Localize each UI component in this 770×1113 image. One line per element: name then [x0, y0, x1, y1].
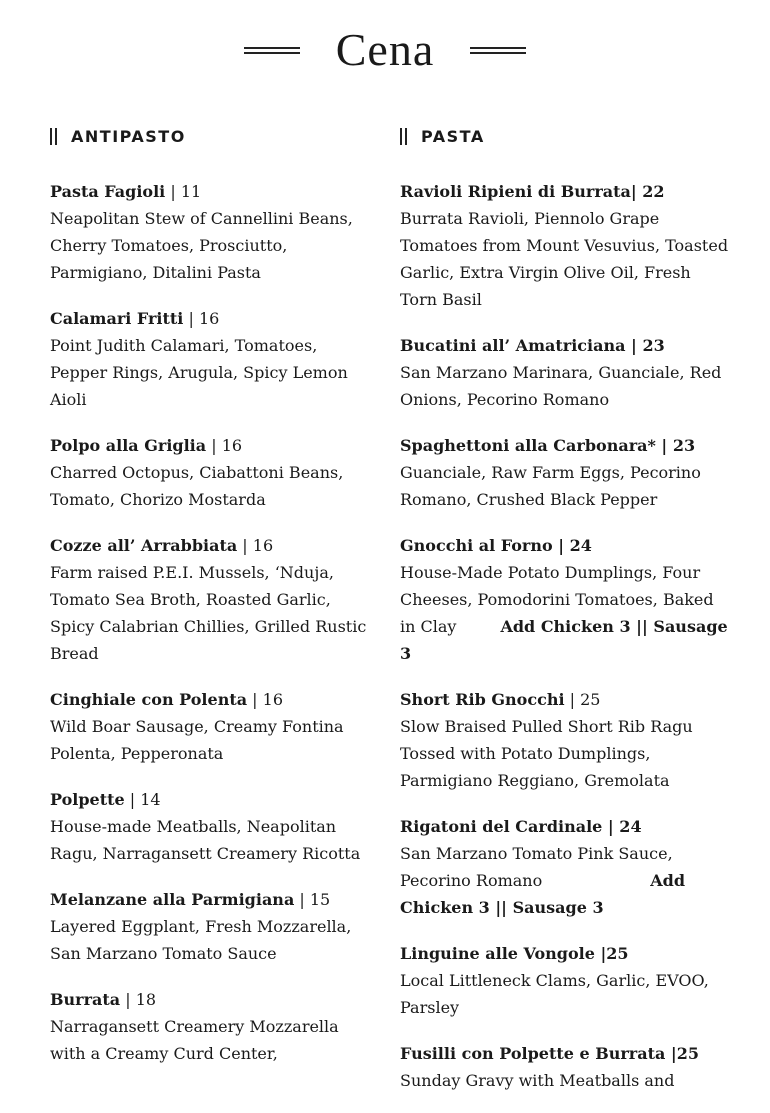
- item-name: Melanzane alla Parmigiana: [50, 890, 295, 909]
- item-description: Burrata Ravioli, Piennolo Grape Tomatoes from Mount Vesuvius, Toasted Garlic, Extra Virgin Olive Oil, Fresh Torn Basil: [400, 209, 729, 309]
- item-price: | 16: [206, 436, 243, 455]
- item-price: | 16: [183, 309, 220, 328]
- item-description-text: San Marzano Tomato Pink Sauce, Pecorino Romano: [400, 844, 673, 890]
- item-name: Ravioli Ripieni di Burrata| 22: [400, 182, 665, 201]
- item-name: Linguine alle Vongole |25: [400, 944, 629, 963]
- item-price: | 11: [165, 182, 202, 201]
- antipasto-column: [50, 124, 375, 1086]
- antipasto-heading: [50, 124, 375, 148]
- title-row: [0, 22, 770, 78]
- menu-item: [400, 332, 730, 413]
- item-addon: Add Chicken 3 || Sausage 3: [400, 871, 686, 917]
- item-description: Farm raised P.E.I. Mussels, ‘Nduja, Tomato Sea Broth, Roasted Garlic, Spicy Calabrian Chillies, Grilled Rustic Bread: [50, 563, 367, 663]
- item-price: | 18: [120, 990, 157, 1009]
- menu-item: [50, 305, 375, 413]
- menu-item: [50, 432, 375, 513]
- title-rule-right: [470, 47, 526, 54]
- item-price: | 16: [247, 690, 283, 709]
- pasta-column: [400, 124, 730, 1113]
- menu-item: [50, 178, 375, 286]
- item-name: Rigatoni del Cardinale | 24: [400, 817, 642, 836]
- section-title: PASTA: [421, 126, 485, 146]
- menu-item: [400, 1040, 730, 1094]
- menu-item: [50, 886, 375, 967]
- menu-item: [400, 686, 730, 794]
- item-name: Calamari Fritti: [50, 309, 184, 328]
- menu-item: [50, 986, 375, 1067]
- item-description: Narragansett Creamery Mozzarella with a Creamy Curd Center,: [50, 1017, 339, 1063]
- menu-item: [50, 686, 375, 767]
- item-name: Fusilli con Polpette e Burrata |25: [400, 1044, 700, 1063]
- menu-item: [50, 786, 375, 867]
- pasta-heading: [400, 124, 730, 148]
- page-title: Cena: [335, 24, 435, 75]
- menu-item: [400, 813, 730, 921]
- item-description: Charred Octopus, Ciabattoni Beans, Tomato, Chorizo Mostarda: [50, 463, 344, 509]
- item-name: Cozze all’ Arrabbiata: [50, 536, 238, 555]
- item-description: House-made Meatballs, Neapolitan Ragu, Narragansett Creamery Ricotta: [50, 817, 361, 863]
- item-name: Burrata: [50, 990, 121, 1009]
- menu-item: [400, 940, 730, 1021]
- item-description: Neapolitan Stew of Cannellini Beans, Cherry Tomatoes, Prosciutto, Parmigiano, Ditalini Pasta: [50, 209, 353, 282]
- item-name: Bucatini all’ Amatriciana | 23: [400, 336, 665, 355]
- item-description-text: House-Made Potato Dumplings, Four Cheeses, Pomodorini Tomatoes, Baked in Clay: [400, 563, 714, 636]
- item-description: Guanciale, Raw Farm Eggs, Pecorino Romano, Crushed Black Pepper: [400, 463, 701, 509]
- item-price: | 15: [294, 890, 331, 909]
- item-description: Local Littleneck Clams, Garlic, EVOO, Parsley: [400, 971, 709, 1017]
- item-name: Spaghettoni alla Carbonara* | 23: [400, 436, 696, 455]
- item-description: Slow Braised Pulled Short Rib Ragu Tossed with Potato Dumplings, Parmigiano Reggiano, Gremolata: [400, 717, 693, 790]
- item-name: Short Rib Gnocchi: [400, 690, 565, 709]
- item-description: [400, 559, 730, 667]
- item-description: [400, 840, 730, 921]
- double-bar-icon: [400, 128, 407, 145]
- item-description: Point Judith Calamari, Tomatoes, Pepper Rings, Arugula, Spicy Lemon Aioli: [50, 336, 348, 409]
- item-addon: Add Chicken 3 || Sausage 3: [400, 617, 728, 663]
- item-description: Wild Boar Sausage, Creamy Fontina Polenta, Pepperonata: [50, 717, 344, 763]
- item-price: | 14: [124, 790, 161, 809]
- item-name: Gnocchi al Forno | 24: [400, 536, 592, 555]
- menu-item: [50, 532, 375, 667]
- item-name: Pasta Fagioli: [50, 182, 166, 201]
- item-name: Polpo alla Griglia: [50, 436, 207, 455]
- item-description: San Marzano Marinara, Guanciale, Red Onions, Pecorino Romano: [400, 363, 722, 409]
- menu-item: [400, 178, 730, 313]
- item-name: Polpette: [50, 790, 125, 809]
- section-title: ANTIPASTO: [71, 126, 186, 146]
- item-price: | 25: [564, 690, 601, 709]
- item-price: | 16: [237, 536, 274, 555]
- item-name: Cinghiale con Polenta: [50, 690, 248, 709]
- title-rule-left: [244, 47, 300, 54]
- item-description: Sunday Gravy with Meatballs and: [400, 1071, 675, 1090]
- menu-item: [400, 532, 730, 667]
- menu-item: [400, 432, 730, 513]
- item-description: Layered Eggplant, Fresh Mozzarella, San Marzano Tomato Sauce: [50, 917, 352, 963]
- double-bar-icon: [50, 128, 57, 145]
